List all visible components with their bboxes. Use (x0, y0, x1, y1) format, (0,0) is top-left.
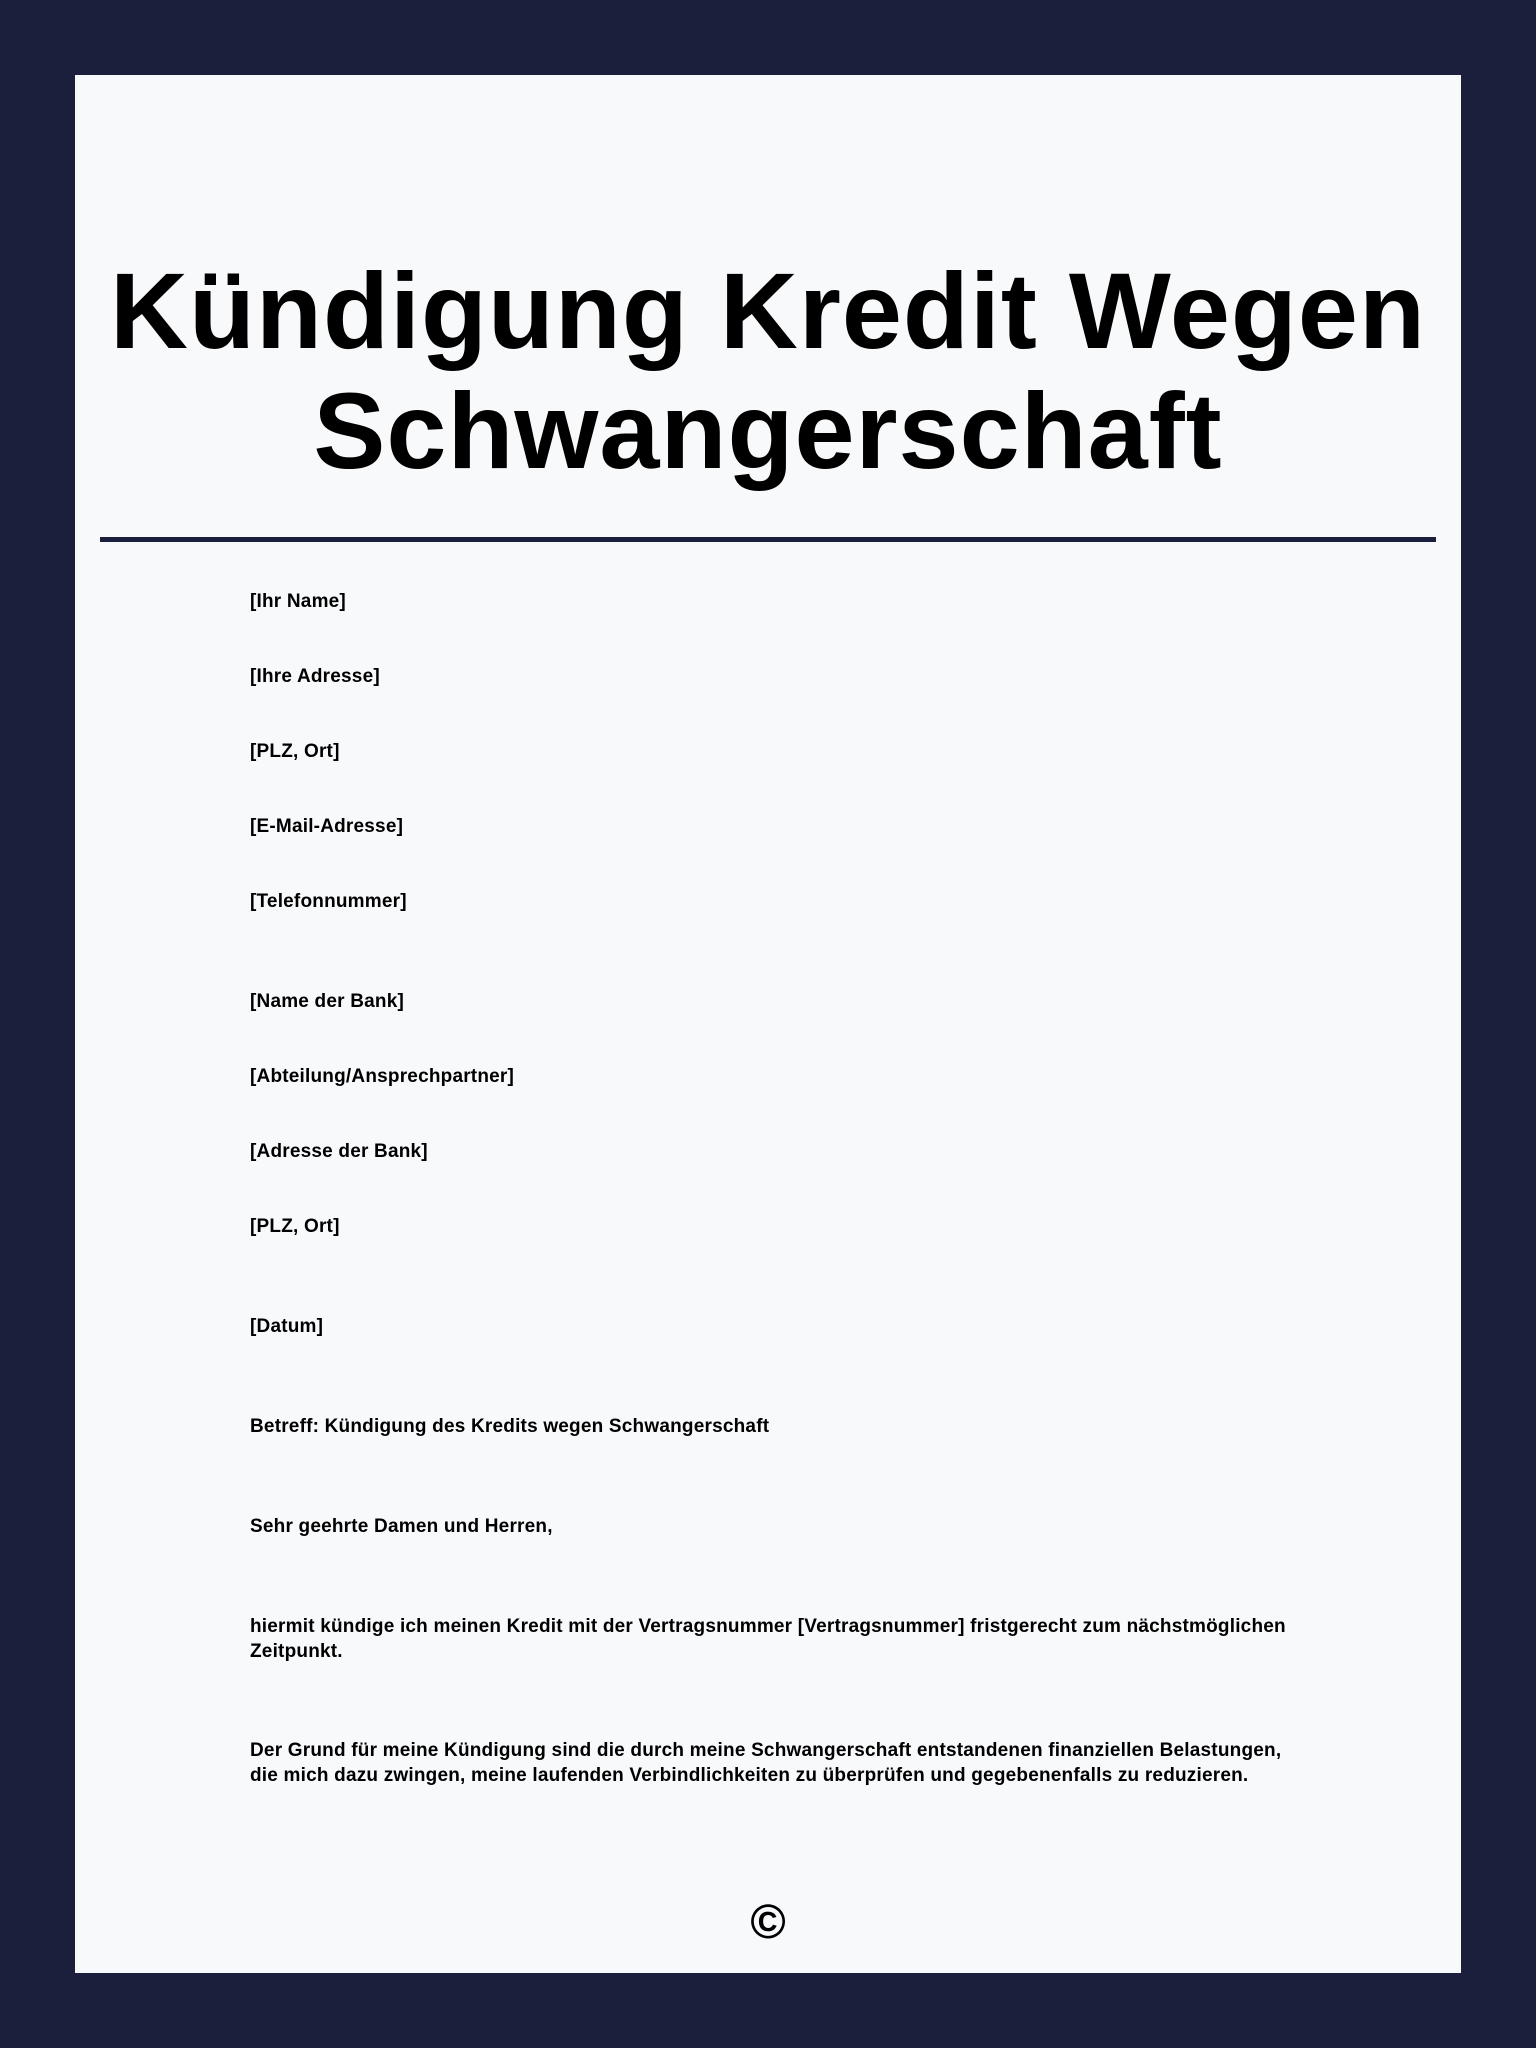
letter-date: [Datum] (250, 1316, 324, 1337)
letter-paragraph-1: hiermit kündige ich meinen Kredit mit der Vertragsnummer [Vertragsnummer] fristgerecht zum nächstmöglichen Zeitpunkt. (250, 1616, 1286, 1662)
recipient-bank-name: [Name der Bank] (250, 991, 404, 1012)
letter-paragraph-2: Der Grund für meine Kündigung sind die durch meine Schwangerschaft entstandenen finanziellen Belastungen, die mich dazu zwingen, meine laufenden Verbindlichkeiten zu überprüfen und gegebenenfalls zu reduzieren. (250, 1740, 1282, 1786)
document-page (75, 75, 1461, 1973)
sender-address: [Ihre Adresse] (250, 666, 380, 687)
sender-email: [E-Mail-Adresse] (250, 816, 404, 837)
title-divider (100, 537, 1436, 542)
letter-subject: Betreff: Kündigung des Kredits wegen Schwangerschaft (250, 1416, 770, 1437)
sender-phone: [Telefonnummer] (250, 891, 407, 912)
letter-salutation: Sehr geehrte Damen und Herren, (250, 1516, 553, 1537)
sender-name: [Ihr Name] (250, 591, 346, 612)
sender-zip-city: [PLZ, Ort] (250, 741, 340, 762)
recipient-zip-city: [PLZ, Ort] (250, 1216, 340, 1237)
recipient-bank-address: [Adresse der Bank] (250, 1141, 428, 1162)
copyright-symbol: © (750, 1896, 786, 1949)
page-title: Kündigung Kredit Wegen Schwangerschaft (110, 250, 1426, 491)
recipient-department: [Abteilung/Ansprechpartner] (250, 1066, 515, 1087)
